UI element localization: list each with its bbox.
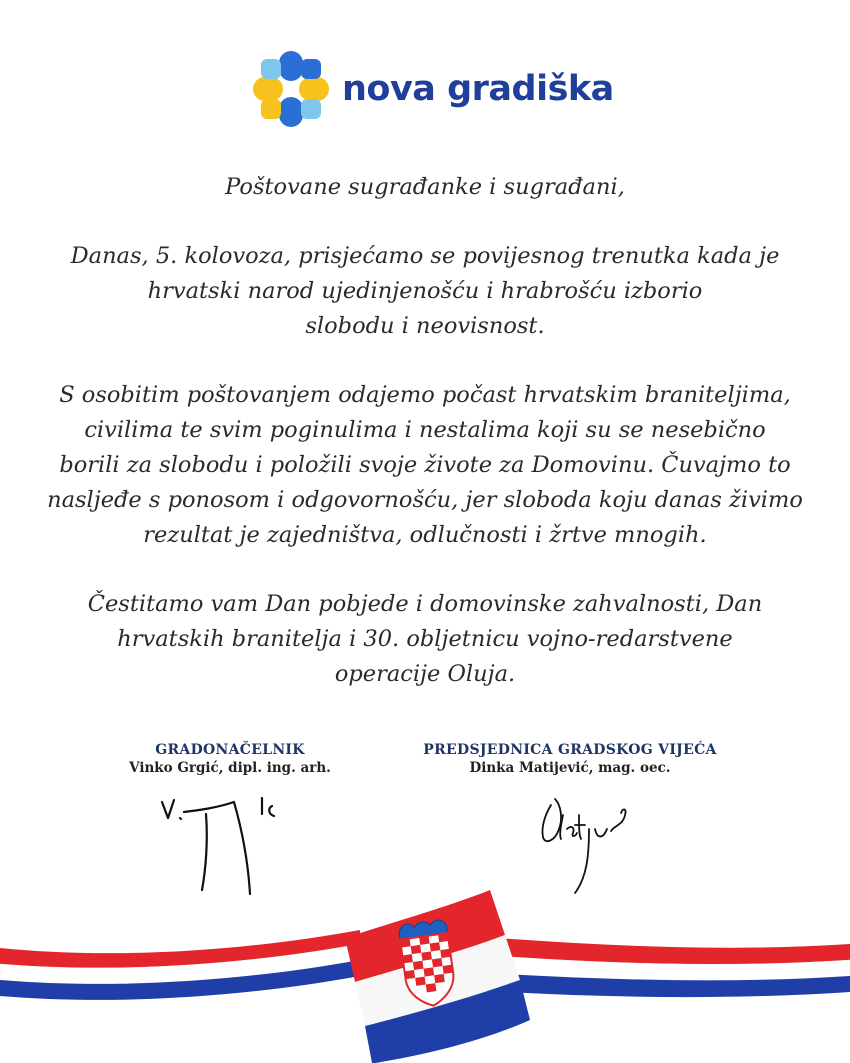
paragraph-line: nasljeđe s ponosom i odgovornošću, jer sloboda koju danas živimo: [47, 487, 803, 513]
paragraph-line: civilima te svim poginulima i nestalima koji su se nesebično: [84, 417, 766, 443]
paragraph-line: Danas, 5. kolovoza, prisjećamo se povijesnog trenutka kada je: [70, 243, 780, 269]
signatory-name: Dinka Matijević, mag. oec.: [469, 760, 671, 776]
paragraph-line: operacije Oluja.: [334, 661, 516, 687]
signature-block-mayor: [120, 742, 340, 776]
paragraph-line: hrvatski narod ujedinjenošću i hrabrošću izborio: [147, 278, 703, 304]
signatory-role: GRADONAČELNIK: [155, 742, 305, 758]
paragraph-1: [40, 239, 810, 344]
letter-body: [40, 170, 810, 726]
paragraph-line: hrvatskih branitelja i 30. obljetnicu vojno-redarstvene: [117, 626, 733, 652]
paragraph-line: slobodu i neovisnost.: [305, 313, 545, 339]
signatory-role: PREDSJEDNICA GRADSKOG VIJEĆA: [423, 742, 717, 758]
salutation: Poštovane sugrađanke i sugrađani,: [225, 174, 625, 200]
paragraph-line: rezultat je zajedništva, odlučnosti i žrtve mnogih.: [143, 522, 707, 548]
croatian-flag-ribbon: [0, 880, 850, 1063]
logo-emblem-icon: [250, 48, 332, 130]
paragraph-3: [40, 587, 810, 692]
signature-block-council-president: [415, 742, 725, 776]
signatory-name: Vinko Grgić, dipl. ing. arh.: [129, 760, 331, 776]
paragraph-line: S osobitim poštovanjem odajemo počast hrvatskim braniteljima,: [59, 382, 791, 408]
paragraph-line: Čestitamo vam Dan pobjede i domovinske zahvalnosti, Dan: [87, 591, 763, 617]
city-logo: [250, 48, 614, 130]
paragraph-line: borili za slobodu i položili svoje živote za Domovinu. Čuvajmo to: [59, 452, 791, 478]
logo-text: nova gradiška: [342, 69, 614, 109]
paragraph-2: [40, 378, 810, 553]
